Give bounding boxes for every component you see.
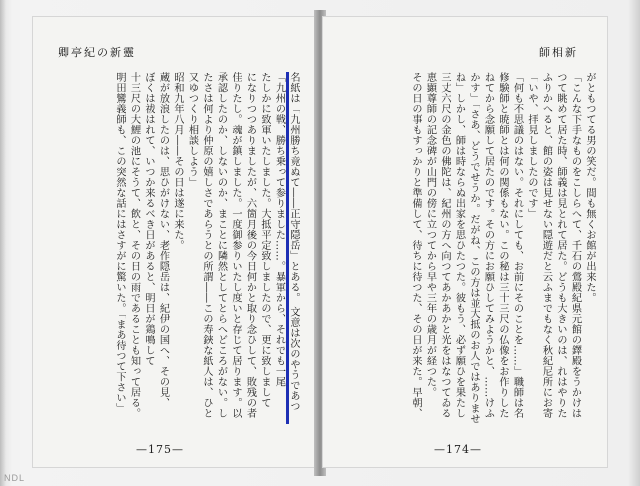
right-page-number: —174— [434,443,482,456]
right-page [322,16,608,468]
text-column: たさは何より仲原の嬉しさであらうとの所謂――この寿鋏な紙人は、ひと [201,72,212,419]
left-page-number: —175— [136,443,184,456]
text-column: 「何も不思議のはない。それにしても、お前にそのことを……」職師は名 [511,72,523,419]
left-page [32,16,318,468]
right-running-head: 師相新 [539,46,578,59]
text-column: 承認したのか、しないのか、まことに隣然としてとらへどころがない。し [215,72,227,419]
text-column: 佳りたし。魂が鎮しました。一度御参りいたし度いと存じて居ります。以 [230,72,241,419]
text-column: になりつつありましたが、六箇月後の今日何かと取り念ひして、敗残の者 [244,72,256,419]
right-text-columns [336,72,596,424]
text-column: 「こんな下手なものをこしらへて、千石の鶯殿紀県元館の鐸殿をうかけは [569,72,581,419]
watermark: NDL [4,473,26,483]
text-column: 名紙は「九州勝ち竟ぬて――正守隠岳」とある。 文意は次のやうであつ [288,72,299,412]
left-running-head: 卿亭紀の新靈 [58,46,136,59]
text-column: ねてから念願して居たのです。その方にお願ひしてみようかと、……けふ [482,72,494,419]
text-column: 三丈六尺の金色の佛陀は、紀州の方へ向つてあかあかと光をはなつてゐる [439,72,450,419]
text-column: その日の事もすっかりと準備して、待ちに待つた、その日が来た。早朝、 [410,72,421,419]
text-column: かす」「さあ、どうでせうか。だがね、この方は並大抵のお人ではありませ [468,72,479,424]
text-column: がともつてる男の笑だ。間も無くお館が出来た。 [584,72,595,303]
text-column: 明田鸞義師も、この突然な話にはさすがに驚いた。「まあ待つて下さい」 [114,72,125,414]
left-text-columns [50,72,300,424]
text-column: 十三尺の大鯉の池にそうて、飲と、その日の雨であることも知って居る。 [128,72,140,419]
text-column: 蔵が放浪したのは、思ひがけない、老作隠岳は、紀伊の国へ、その見、 [157,72,169,408]
text-column: つて眺めて居た時、師義は見とれて居た。どうも大きいのは、れはやりた [555,72,566,419]
text-column: 恵顕尊師の記念碑が山門の傍に立つてから早や三年の歳月が経つた。 [424,72,436,398]
text-column: 「いや、拝見しましたのです」 [526,72,537,219]
text-column: ふりかへると、館の姿は見せない隠遊だと云ふまでもなく秋紀尼所にお寄 [540,72,552,419]
text-column: 又ゆつくり相談しよう」 [186,72,198,188]
text-column: 昭和九年八月――その日は遂に来た。 [172,72,183,251]
text-column: たしかに致軍いたしました。大抵平定致しましたので、更に致しまして [259,72,270,408]
text-column: 修験師と暁師とは何の関係もない。この秘は三十三尺の仏像をお作りした [497,72,508,419]
text-column: ぼくは祓はれて、いつか来るべき日があると、明日が鶏鳴して [143,72,154,366]
text-column-highlighted: 「九州の戦、勝ち乗って参りました……。暴軍から、それでも一尾 [271,72,289,424]
text-column: ね」しかし、師は時ならぬ出家を思ひたつた。彼もう、必ず願ひを果たし [453,72,465,419]
